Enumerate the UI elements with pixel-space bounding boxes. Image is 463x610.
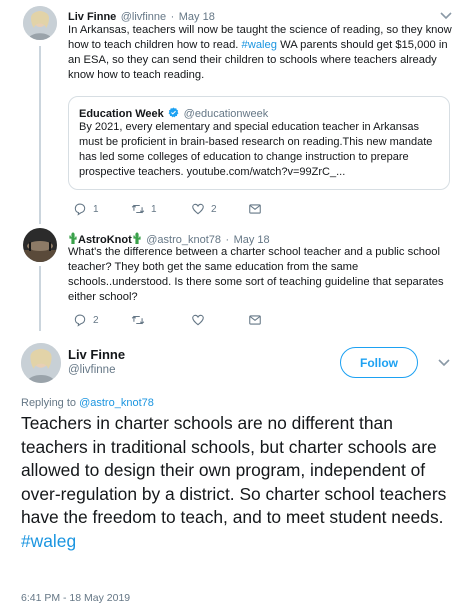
tweet-2-date[interactable]: May 18 <box>233 234 270 246</box>
avatar-liv-finne[interactable] <box>23 6 57 40</box>
tweet-1-dm-button[interactable] <box>248 202 262 216</box>
thread-line-2 <box>39 266 41 331</box>
tweet-3-caret-icon[interactable] <box>438 355 450 365</box>
tweet-1-reply-count: 1 <box>93 203 99 215</box>
tweet-3-author-handle[interactable]: @livfinne <box>68 364 116 376</box>
tweet-1-text <box>68 23 453 83</box>
tweet-2-separator: · <box>225 234 230 246</box>
reply-icon <box>73 313 87 327</box>
replying-to-line <box>21 397 154 409</box>
quoted-tweet-author-handle: @educationweek <box>183 108 269 120</box>
tweet-1-retweet-count: 1 <box>151 203 157 215</box>
envelope-icon <box>248 202 262 216</box>
tweet-2-like-button[interactable] <box>191 313 205 327</box>
heart-icon <box>191 313 205 327</box>
avatar-astroknot-image <box>23 228 57 262</box>
tweet-2-author-name[interactable]: AstroKnot <box>78 234 132 246</box>
tweet-1-separator: · <box>170 11 175 23</box>
cactus-icon <box>132 232 142 244</box>
retweet-icon <box>131 313 145 327</box>
tweet-3-timestamp[interactable]: 6:41 PM - 18 May 2019 <box>21 592 131 604</box>
quoted-tweet-author-name: Education Week <box>79 108 164 120</box>
thread-line-1 <box>39 46 41 224</box>
tweet-1-hashtag[interactable]: #waleg <box>241 39 277 51</box>
tweet-1-text-part1: In Arkansas, teachers will now be taught the science of reading, so they know how to teach children how to read. <box>68 24 452 51</box>
replying-to-prefix: Replying to <box>21 397 80 409</box>
tweet-1-author-handle[interactable]: @livfinne <box>120 11 167 23</box>
avatar-liv-finne-main[interactable] <box>21 343 61 383</box>
tweet-1-caret-icon[interactable] <box>440 8 452 18</box>
tweet-1-text-part2: WA parents should get $15,000 in an ESA, so they can send their children to schools where teachers already know how to teach reading. <box>68 39 448 81</box>
follow-button[interactable]: Follow <box>340 347 418 378</box>
tweet-1-reply-button[interactable] <box>73 202 99 216</box>
tweet-3-text-body: Teachers in charter schools are no different than teachers in traditional schools, but charter schools are allowed to design their own program, independent of over-regulation by a district. So charter school teachers have the freedom to teach, and to meet student needs. <box>21 413 447 527</box>
tweet-3-hashtag[interactable]: #waleg <box>21 530 77 551</box>
quoted-tweet-text: By 2021, every elementary and special education teacher in Arkansas must be proficient in brain-based research on reading.This new mandate has led some colleges of education to change instruction to prepare prospective teachers. youtube.com/watch?v=99ZrC_... <box>79 121 433 178</box>
tweet-2-dm-button[interactable] <box>248 313 262 327</box>
tweet-3-author-name[interactable]: Liv Finne <box>68 347 126 362</box>
tweet-1-retweet-button[interactable] <box>131 202 157 216</box>
tweet-3-text <box>21 412 451 553</box>
avatar-astroknot[interactable] <box>23 228 57 262</box>
tweet-2-author-handle[interactable]: @astro_knot78 <box>146 234 221 246</box>
tweet-1-author-name[interactable]: Liv Finne <box>68 11 117 23</box>
quoted-tweet[interactable] <box>68 96 450 190</box>
tweet-2-reply-count: 2 <box>93 314 99 326</box>
tweet-1-like-button[interactable] <box>191 202 217 216</box>
tweet-1-date[interactable]: May 18 <box>178 11 215 23</box>
tweet-2-reply-button[interactable] <box>73 313 99 327</box>
verified-badge-icon <box>168 107 179 118</box>
tweet-2-text: What's the difference between a charter school teacher and a public school teacher? They both get the same education from the same schools..understood. Is there some sort of teaching guideline that separates either school? <box>68 246 444 303</box>
tweet-2-retweet-button[interactable] <box>131 313 145 327</box>
replying-to-link[interactable]: @astro_knot78 <box>79 397 154 409</box>
tweet-1-like-count: 2 <box>211 203 217 215</box>
cactus-icon <box>68 232 78 244</box>
heart-icon <box>191 202 205 216</box>
reply-icon <box>73 202 87 216</box>
retweet-icon <box>131 202 145 216</box>
envelope-icon <box>248 313 262 327</box>
avatar-liv-finne-image <box>23 6 57 40</box>
avatar-liv-finne-main-image <box>21 343 61 383</box>
